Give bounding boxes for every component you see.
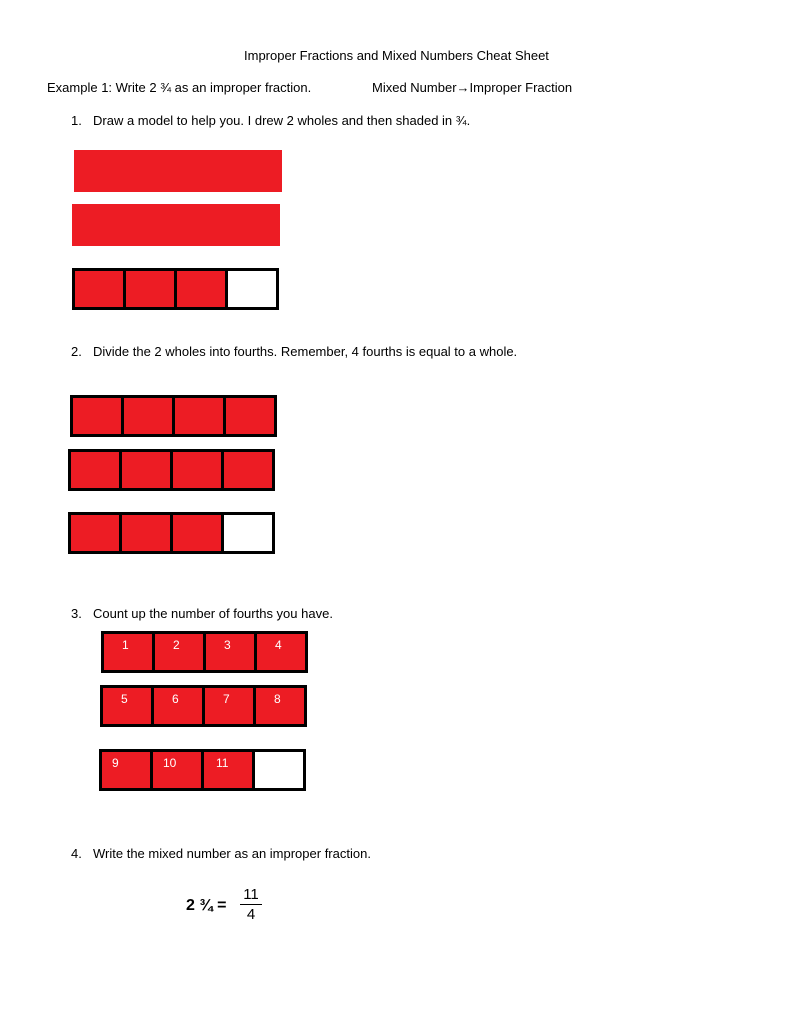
shaded-fourth xyxy=(226,398,274,434)
count-label: 11 xyxy=(216,756,229,770)
step-text: Divide the 2 wholes into fourths. Remember, 4 fourths is equal to a whole. xyxy=(93,344,518,359)
unshaded-fourth xyxy=(224,515,272,551)
step-text: Draw a model to help you. I drew 2 wholes and then shaded in ¾. xyxy=(93,113,471,128)
mixed-number-label: Mixed Number xyxy=(372,80,457,95)
shaded-fourth xyxy=(122,452,173,488)
shaded-fourth xyxy=(126,271,177,307)
page-title: Improper Fractions and Mixed Numbers Cheat Sheet xyxy=(244,48,549,63)
fraction-bar xyxy=(240,904,262,905)
counted-fourth xyxy=(205,688,256,724)
fourths-bar-partial xyxy=(68,512,275,554)
counted-fourth xyxy=(102,752,153,788)
count-label: 9 xyxy=(112,756,119,770)
shaded-fourth xyxy=(75,271,126,307)
count-label: 2 xyxy=(173,638,180,652)
shaded-fourth xyxy=(173,515,224,551)
counted-fourth xyxy=(256,688,304,724)
step-number: 2. xyxy=(71,344,82,359)
shaded-fourth xyxy=(124,398,175,434)
count-label: 8 xyxy=(274,692,281,706)
step-4 xyxy=(71,846,371,862)
fourths-bar-whole-2 xyxy=(68,449,275,491)
count-label: 6 xyxy=(172,692,179,706)
step-number: 3. xyxy=(71,606,82,621)
shaded-fourth xyxy=(71,515,122,551)
fourths-bar-whole-1 xyxy=(70,395,277,437)
whole-bar-2 xyxy=(72,204,280,246)
step-1 xyxy=(71,113,470,129)
shaded-fourth xyxy=(173,452,224,488)
step-number: 1. xyxy=(71,113,82,128)
three-fourths-bar xyxy=(72,268,279,310)
right-arrow-icon: → xyxy=(456,80,470,95)
shaded-fourth xyxy=(224,452,272,488)
shaded-fourth xyxy=(177,271,228,307)
step-2 xyxy=(71,344,517,360)
counted-fourth xyxy=(257,634,305,670)
counted-fourth xyxy=(104,634,155,670)
counted-fourth xyxy=(206,634,257,670)
step-text: Write the mixed number as an improper fraction. xyxy=(93,846,371,861)
counted-fourth xyxy=(155,634,206,670)
counted-fourth xyxy=(154,688,205,724)
counted-bar-3 xyxy=(99,749,306,791)
count-label: 4 xyxy=(275,638,282,652)
fraction-denominator: 4 xyxy=(246,906,256,923)
improper-fraction xyxy=(240,886,262,923)
step-number: 4. xyxy=(71,846,82,861)
counted-bar-2 xyxy=(100,685,307,727)
conversion-direction xyxy=(372,80,572,96)
count-label: 3 xyxy=(224,638,231,652)
step-text: Count up the number of fourths you have. xyxy=(93,606,333,621)
improper-fraction-label: Improper Fraction xyxy=(469,80,573,95)
count-label: 5 xyxy=(121,692,128,706)
counted-fourth xyxy=(204,752,255,788)
unshaded-fourth xyxy=(255,752,303,788)
unshaded-fourth xyxy=(228,271,276,307)
counted-fourth xyxy=(153,752,204,788)
counted-fourth xyxy=(103,688,154,724)
step-3 xyxy=(71,606,333,622)
counted-bar-1 xyxy=(101,631,308,673)
example-statement: Example 1: Write 2 ¾ as an improper fraction. xyxy=(47,80,312,95)
count-label: 7 xyxy=(223,692,230,706)
shaded-fourth xyxy=(73,398,124,434)
fraction-numerator: 11 xyxy=(243,886,259,903)
count-label: 1 xyxy=(122,638,129,652)
shaded-fourth xyxy=(175,398,226,434)
shaded-fourth xyxy=(71,452,122,488)
whole-bar-1 xyxy=(74,150,282,192)
count-label: 10 xyxy=(163,756,177,770)
shaded-fourth xyxy=(122,515,173,551)
mixed-number-equation: 2 ¾ = xyxy=(186,897,227,914)
